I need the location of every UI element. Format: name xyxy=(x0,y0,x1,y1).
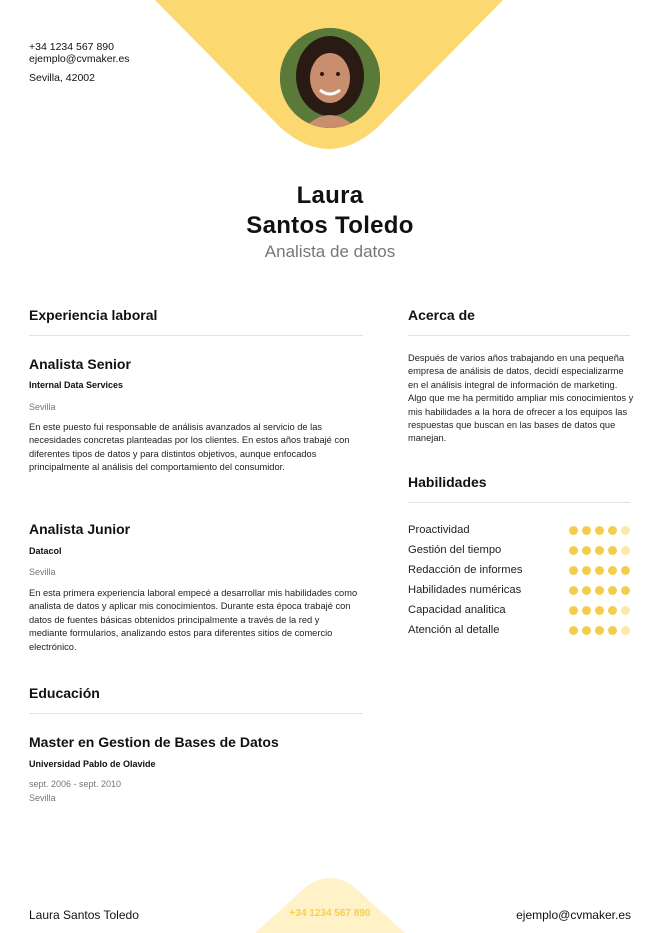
skill-dot-filled xyxy=(595,546,604,555)
skill-dot-filled xyxy=(608,566,617,575)
skill-dot-filled xyxy=(582,526,591,535)
skill-row xyxy=(408,520,630,540)
skill-dot-filled xyxy=(582,566,591,575)
skill-name: Capacidad analitica xyxy=(408,604,506,616)
skill-dot-filled xyxy=(582,626,591,635)
skill-name: Redacción de informes xyxy=(408,564,523,576)
skill-dot-filled xyxy=(595,526,604,535)
experience-section-title: Experiencia laboral xyxy=(29,307,158,323)
skill-dot-filled xyxy=(595,566,604,575)
footer-decoration xyxy=(255,878,405,933)
contact-phone: +34 1234 567 890 xyxy=(29,41,114,53)
skill-level-dots xyxy=(569,626,630,635)
skill-dot-filled xyxy=(569,586,578,595)
skill-row xyxy=(408,620,630,640)
job-role: Analista de datos xyxy=(264,242,396,261)
education-school: Universidad Pablo de Olavide xyxy=(29,759,156,769)
education-dates: sept. 2006 - sept. 2010 xyxy=(29,779,122,789)
skill-dot-filled xyxy=(608,586,617,595)
skill-level-dots xyxy=(569,546,630,555)
profile-photo xyxy=(280,28,380,128)
skill-dot-filled xyxy=(569,546,578,555)
skill-dot-empty xyxy=(621,546,630,555)
skill-name: Proactividad xyxy=(408,524,470,536)
about-text: Después de varios años trabajando en una pequeña empresa de análisis de datos, decidí especializarme en el análisis integral de información de marketing. Algo que me ha permitido ampliar mis conocimientos y mis habilidades a la hora de ofrecer a los equipos las respuestas que buscan en las bases de datos que manejan. xyxy=(408,353,634,444)
skills-section-title: Habilidades xyxy=(408,474,487,490)
skill-dot-filled xyxy=(595,606,604,615)
footer-email[interactable]: ejemplo@cvmaker.es xyxy=(516,908,631,922)
job-location: Sevilla xyxy=(29,402,56,412)
footer-phone: +34 1234 567 890 xyxy=(289,908,371,919)
job-company: Datacol xyxy=(29,546,62,556)
skill-dot-filled xyxy=(595,586,604,595)
skill-dot-empty xyxy=(621,626,630,635)
contact-location: Sevilla, 42002 xyxy=(29,72,95,84)
skill-dot-filled xyxy=(569,626,578,635)
skill-dot-filled xyxy=(569,566,578,575)
skill-level-dots xyxy=(569,606,630,615)
skill-row xyxy=(408,560,630,580)
skill-level-dots xyxy=(569,526,630,535)
skill-dot-filled xyxy=(621,566,630,575)
job-company: Internal Data Services xyxy=(29,380,124,390)
skill-name: Gestión del tiempo xyxy=(408,544,502,556)
experience-divider xyxy=(29,335,363,336)
skill-name: Habilidades numéricas xyxy=(408,584,522,596)
skill-dot-filled xyxy=(582,546,591,555)
skill-dot-filled xyxy=(621,586,630,595)
skill-dot-filled xyxy=(608,546,617,555)
skill-row xyxy=(408,540,630,560)
education-section-title: Educación xyxy=(29,685,100,701)
education-location: Sevilla xyxy=(29,793,56,803)
education-divider xyxy=(29,713,363,714)
job-title: Analista Senior xyxy=(29,356,131,372)
skill-dot-empty xyxy=(621,526,630,535)
about-divider xyxy=(408,335,630,336)
skill-dot-filled xyxy=(582,586,591,595)
skill-dot-filled xyxy=(608,606,617,615)
first-name: Laura xyxy=(296,182,364,209)
last-name: Santos Toledo xyxy=(246,212,414,239)
skill-dot-filled xyxy=(595,626,604,635)
skill-dot-filled xyxy=(569,606,578,615)
skill-dot-filled xyxy=(608,526,617,535)
skill-dot-filled xyxy=(582,606,591,615)
job-location: Sevilla xyxy=(29,567,56,577)
profile-photo-image xyxy=(280,28,380,128)
job-description: En este puesto fui responsable de análisis avanzados al servicio de las necesidades concretas planteadas por los clientes. En estos años trabajé con diferentes tipos de datos y para distintos objetivos, aunque enfocados principalmente al análisis del comportamiento del consumidor. xyxy=(29,422,350,473)
about-section-title: Acerca de xyxy=(408,307,475,323)
footer-name: Laura Santos Toledo xyxy=(29,908,139,922)
skill-dot-empty xyxy=(621,606,630,615)
job-description: En esta primera experiencia laboral empecé a desarrollar mis habilidades como analista de datos y aplicar mis conocimientos. Durante esta época trabajé con datos de fuentes básicas obtenidos principalmente a través de la red y mediante formularios, analizando estos para diferentes sitios de comercio electrónico. xyxy=(29,588,358,652)
skill-level-dots xyxy=(569,566,630,575)
job-title: Analista Junior xyxy=(29,521,131,537)
skill-dot-filled xyxy=(569,526,578,535)
education-degree: Master en Gestion de Bases de Datos xyxy=(29,734,279,750)
skill-name: Atención al detalle xyxy=(408,624,500,636)
skills-divider xyxy=(408,502,630,503)
skill-dot-filled xyxy=(608,626,617,635)
contact-email[interactable]: ejemplo@cvmaker.es xyxy=(29,53,130,65)
skill-level-dots xyxy=(569,586,630,595)
skill-row xyxy=(408,600,630,620)
skill-row xyxy=(408,580,630,600)
